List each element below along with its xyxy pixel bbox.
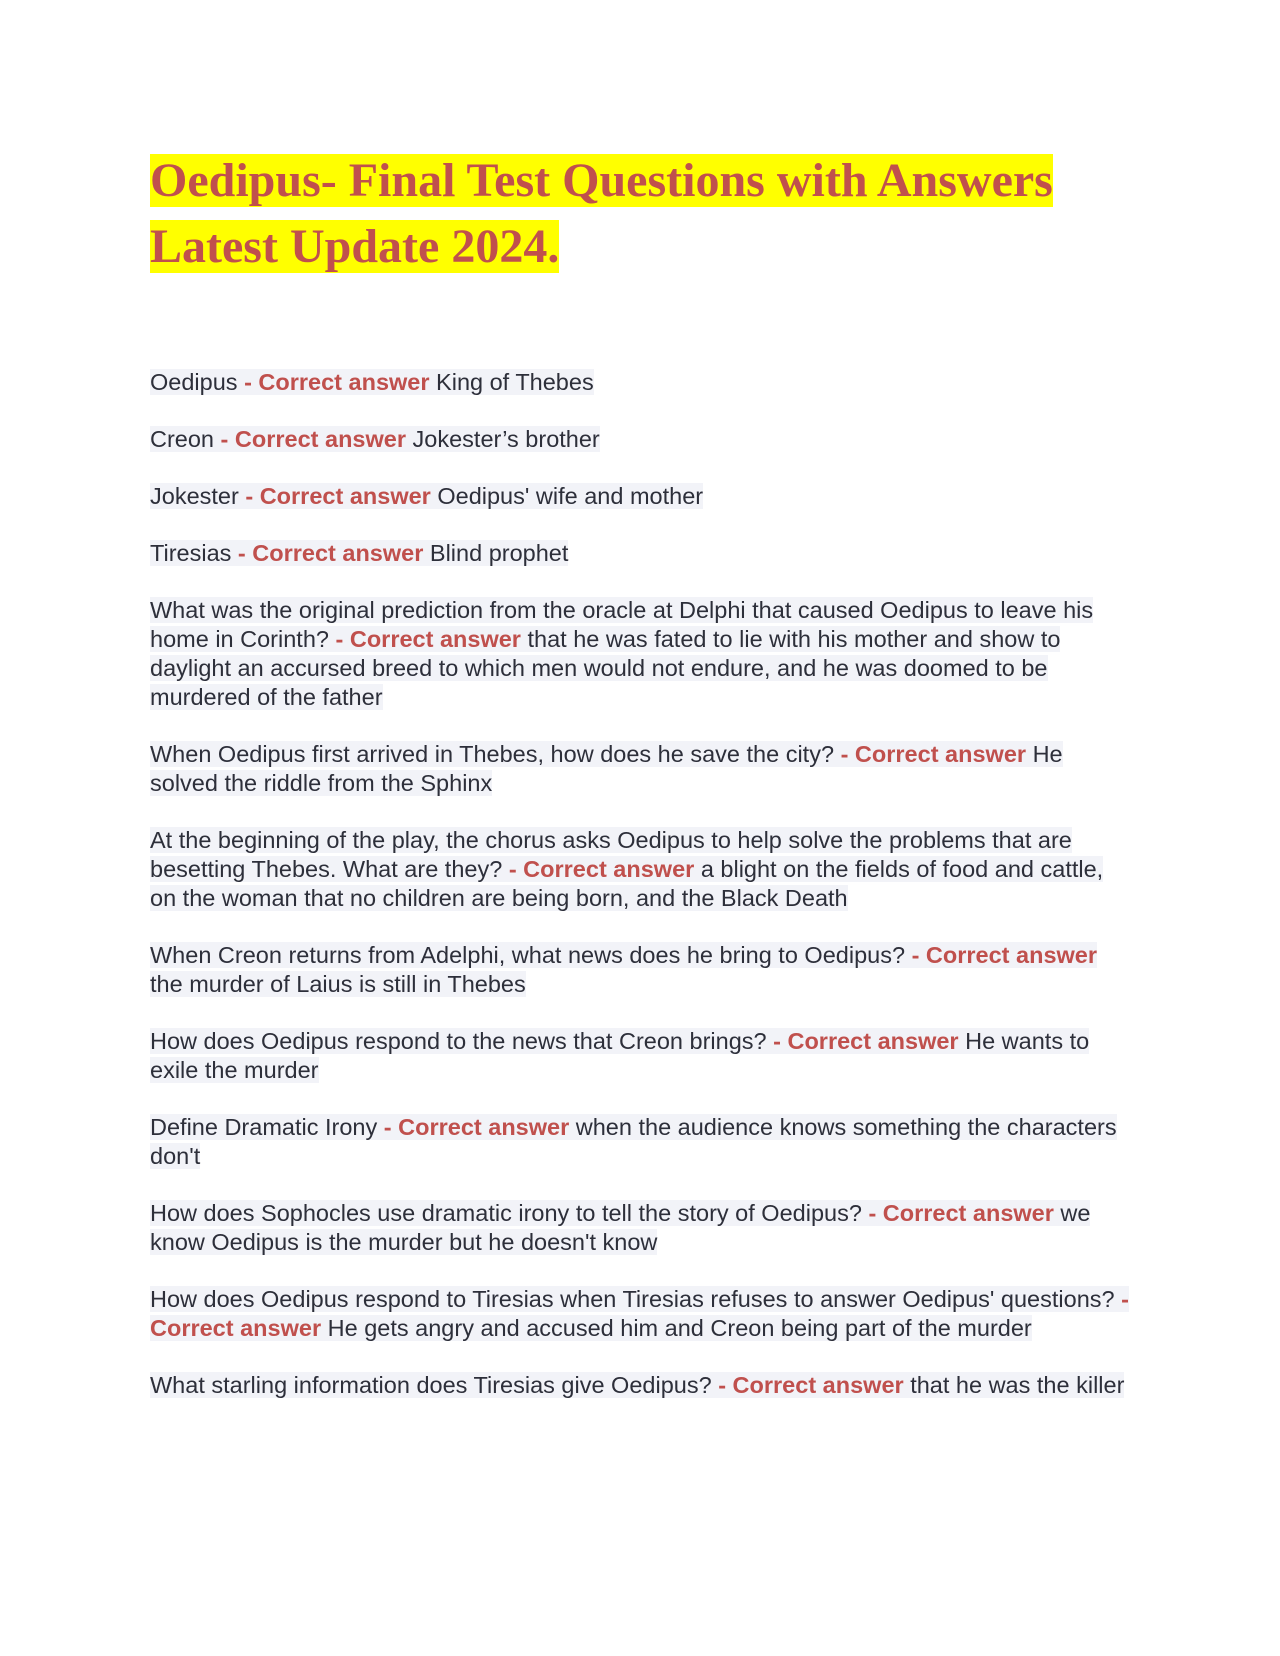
qa-shade	[150, 741, 1063, 796]
qa-shade	[150, 597, 1093, 710]
qa-answer: Jokester’s brother	[412, 426, 600, 452]
qa-item	[150, 1285, 1130, 1343]
qa-shade	[150, 1372, 1124, 1398]
qa-shade	[150, 1286, 1129, 1341]
correct-answer-label: - Correct answer	[868, 1200, 1054, 1226]
qa-answer: we know Oedipus is the murder but he doesn't know	[150, 1200, 1091, 1255]
qa-answer: He wants to exile the murder	[150, 1028, 1090, 1083]
qa-question: What was the original prediction from the oracle at Delphi that caused Oedipus to leave his home in Corinth?	[150, 597, 1094, 652]
qa-shade	[150, 1114, 1117, 1169]
title-line-2: Latest Update 2024.	[150, 220, 560, 273]
qa-item	[150, 1113, 1130, 1171]
correct-answer-label: - Correct answer	[335, 626, 521, 652]
qa-item	[150, 425, 1130, 454]
qa-question: Oedipus	[150, 369, 238, 395]
document-page	[150, 148, 1130, 1428]
qa-item	[150, 539, 1130, 568]
qa-question: When Creon returns from Adelphi, what news does he bring to Oedipus?	[150, 942, 906, 968]
correct-answer-label: - Correct answer	[150, 1286, 1129, 1341]
correct-answer-label: - Correct answer	[718, 1372, 904, 1398]
qa-question: What starling information does Tiresias give Oedipus?	[150, 1372, 712, 1398]
correct-answer-label: - Correct answer	[840, 741, 1027, 767]
correct-answer-label: - Correct answer	[237, 540, 424, 566]
qa-answer: Oedipus' wife and mother	[437, 483, 704, 509]
qa-question: Jokester	[150, 483, 239, 509]
correct-answer-label: - Correct answer	[383, 1114, 570, 1140]
qa-shade	[150, 483, 703, 509]
qa-item	[150, 826, 1130, 913]
correct-answer-label: - Correct answer	[245, 483, 431, 509]
qa-answer: when the audience knows something the characters don't	[150, 1114, 1117, 1169]
qa-question: How does Oedipus respond to Tiresias when Tiresias refuses to answer Oedipus' questions?	[150, 1286, 1115, 1312]
title-line-1: Oedipus- Final Test Questions with Answers	[150, 154, 1053, 207]
qa-item	[150, 482, 1130, 511]
qa-list	[150, 368, 1130, 1400]
qa-answer: He solved the riddle from the Sphinx	[150, 741, 1063, 796]
correct-answer-label: - Correct answer	[508, 856, 695, 882]
qa-answer: that he was the killer	[910, 1372, 1125, 1398]
correct-answer-label: - Correct answer	[911, 942, 1098, 968]
correct-answer-label: - Correct answer	[773, 1028, 959, 1054]
qa-shade	[150, 426, 600, 452]
qa-item	[150, 1371, 1130, 1400]
qa-answer: Blind prophet	[429, 540, 569, 566]
qa-item	[150, 368, 1130, 397]
qa-answer: a blight on the fields of food and cattle, on the woman that no children are being born, and the Black Death	[150, 856, 1104, 911]
qa-item	[150, 1199, 1130, 1257]
qa-question: How does Sophocles use dramatic irony to tell the story of Oedipus?	[150, 1200, 862, 1226]
qa-question: Tiresias	[150, 540, 232, 566]
qa-answer: King of Thebes	[436, 369, 594, 395]
qa-item	[150, 941, 1130, 999]
qa-answer: the murder of Laius is still in Thebes	[150, 971, 526, 997]
qa-shade	[150, 942, 1097, 997]
qa-shade	[150, 540, 568, 566]
correct-answer-label: - Correct answer	[220, 426, 406, 452]
qa-item	[150, 1027, 1130, 1085]
qa-question: Creon	[150, 426, 215, 452]
qa-answer: He gets angry and accused him and Creon being part of the murder	[327, 1315, 1032, 1341]
correct-answer-label: - Correct answer	[244, 369, 430, 395]
document-title	[150, 148, 1130, 280]
qa-shade	[150, 1028, 1089, 1083]
qa-question: When Oedipus first arrived in Thebes, how does he save the city?	[150, 741, 835, 767]
qa-question: How does Oedipus respond to the news that Creon brings?	[150, 1028, 767, 1054]
qa-shade	[150, 827, 1103, 911]
qa-shade	[150, 1200, 1090, 1255]
qa-answer: that he was fated to lie with his mother and show to daylight an accursed breed to which men would not endure, and he was doomed to be murdered of the father	[150, 626, 1061, 710]
qa-item	[150, 740, 1130, 798]
qa-question: At the beginning of the play, the chorus asks Oedipus to help solve the problems that are besetting Thebes. What are they?	[150, 827, 1072, 882]
qa-item	[150, 596, 1130, 712]
qa-shade	[150, 369, 594, 395]
qa-question: Define Dramatic Irony	[150, 1114, 378, 1140]
